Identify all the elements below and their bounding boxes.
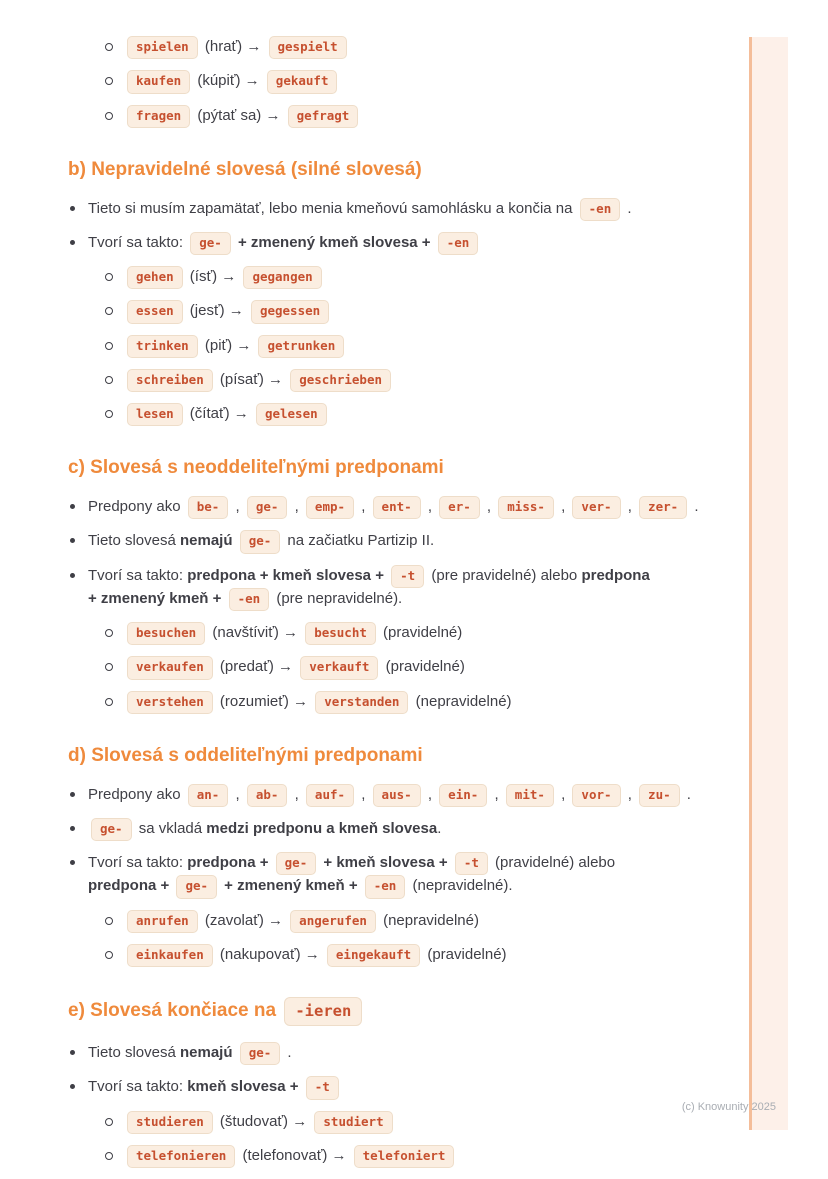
text-segment: Tvorí sa takto:: [88, 233, 188, 251]
code-chip: gespielt: [269, 36, 347, 59]
sub-bullet-item: [105, 266, 728, 289]
hollow-bullet-icon: [105, 307, 113, 315]
text-segment: c) Slovesá s neoddeliteľnými predponami: [68, 457, 444, 479]
code-chip: besucht: [305, 622, 376, 645]
bullet-text: [124, 622, 728, 645]
bullet-text: [124, 335, 728, 358]
sub-bullet-item: [105, 656, 728, 679]
text-segment: (študovať) →: [215, 1112, 312, 1130]
code-chip: ver-: [572, 496, 620, 519]
text-segment: (rozumieť) →: [215, 692, 313, 710]
bullet-text: [88, 496, 728, 519]
bullet-text: [124, 1111, 728, 1134]
bullet-item: [68, 496, 728, 519]
bullet-icon: [70, 573, 75, 578]
text-segment: d) Slovesá s oddeliteľnými predponami: [68, 744, 423, 766]
bullet-icon: [70, 860, 75, 865]
code-chip: emp-: [306, 496, 354, 519]
bullet-text: [88, 1076, 728, 1099]
hollow-bullet-icon: [105, 273, 113, 281]
text-segment: + kmeň slovesa +: [319, 854, 452, 871]
sub-bullet-item: [105, 105, 728, 128]
code-chip: ge-: [240, 1042, 281, 1065]
bullet-text: [88, 852, 728, 899]
text-segment: sa vkladá: [134, 819, 207, 837]
text-segment: predpona +: [187, 854, 273, 871]
code-chip: gekauft: [267, 70, 338, 93]
text-segment: + zmenený kmeň +: [220, 877, 362, 895]
bullet-text: [88, 565, 728, 612]
text-segment: [233, 532, 237, 549]
code-chip: ein-: [439, 784, 487, 807]
bullet-text: [124, 656, 728, 679]
code-chip: ge-: [276, 852, 317, 875]
bullet-text: [88, 530, 728, 553]
text-segment: ,: [556, 498, 570, 515]
code-chip: ab-: [247, 784, 288, 807]
text-segment: Predpony ako: [88, 498, 185, 515]
text-segment: b) Nepravidelné slovesá (silné slovesá): [68, 158, 422, 180]
code-chip: ent-: [373, 496, 421, 519]
code-chip: lesen: [127, 403, 183, 426]
hollow-bullet-icon: [105, 917, 113, 925]
bullet-icon: [70, 504, 75, 509]
text-segment: (nakupovať) →: [215, 945, 324, 963]
bullet-item: [68, 530, 728, 553]
copyright-footer: (c) Knowunity 2025: [681, 1101, 776, 1113]
code-chip: -en: [580, 198, 621, 221]
sub-bullet-item: [105, 335, 728, 358]
hollow-bullet-icon: [105, 1152, 113, 1160]
text-segment: ,: [290, 498, 303, 515]
code-chip: gelesen: [256, 403, 327, 426]
text-segment: nemajú: [180, 1044, 233, 1062]
bullet-text: [124, 105, 728, 128]
bullet-text: [124, 691, 728, 714]
bullet-text: [88, 1042, 728, 1065]
bullet-item: [68, 1076, 728, 1099]
text-segment: + zmenený kmeň slovesa +: [233, 233, 435, 251]
sub-bullet-item: [105, 910, 728, 933]
sub-bullet-item: [105, 369, 728, 392]
sub-bullet-item: [105, 622, 728, 645]
text-segment: (písať) →: [215, 370, 288, 388]
page-edge-stripe: [749, 37, 788, 1130]
text-segment: na začiatku Partizip II.: [283, 532, 435, 550]
text-segment: ,: [290, 785, 303, 803]
text-segment: predpona: [581, 566, 650, 584]
code-chip: verkaufen: [127, 656, 213, 679]
sub-bullet-item: [105, 691, 728, 714]
text-segment: predpona + kmeň slovesa +: [187, 566, 389, 584]
text-segment: ,: [482, 498, 496, 515]
code-chip: essen: [127, 300, 183, 323]
bullet-item: [68, 784, 728, 807]
text-segment: .: [623, 199, 632, 217]
code-chip: -en: [365, 875, 406, 898]
bullet-icon: [70, 240, 75, 245]
code-chip: kaufen: [127, 70, 190, 93]
text-segment: ,: [231, 785, 244, 803]
code-chip: studiert: [314, 1111, 392, 1134]
text-segment: ,: [490, 785, 503, 803]
bullet-item: [68, 1042, 728, 1065]
bullet-icon: [70, 1050, 75, 1055]
code-chip: gefragt: [288, 105, 359, 128]
code-chip: -t: [455, 852, 488, 875]
text-segment: Tvorí sa takto:: [88, 1078, 188, 1096]
code-chip: -t: [391, 565, 424, 588]
bullet-text: [124, 944, 728, 967]
bullet-text: [124, 910, 728, 933]
text-segment: .: [682, 785, 691, 803]
code-chip: zer-: [639, 496, 687, 519]
code-chip: gehen: [127, 266, 183, 289]
text-segment: ,: [623, 498, 637, 515]
hollow-bullet-icon: [105, 1118, 113, 1126]
bullet-item: [68, 565, 728, 612]
bullet-icon: [70, 792, 75, 797]
code-chip: verstehen: [127, 691, 213, 714]
bullet-text: [88, 818, 728, 841]
hollow-bullet-icon: [105, 951, 113, 959]
code-chip: er-: [439, 496, 480, 519]
sub-bullet-item: [105, 403, 728, 426]
text-segment: (navštíviť) →: [208, 624, 303, 641]
section-heading: [68, 456, 728, 480]
text-segment: Tieto slovesá: [88, 532, 180, 550]
code-chip: trinken: [127, 335, 198, 358]
text-segment: nemajú: [180, 532, 233, 550]
code-chip: einkaufen: [127, 944, 213, 967]
text-segment: kmeň slovesa +: [187, 1078, 303, 1096]
text-segment: ,: [556, 785, 570, 803]
code-chip: telefoniert: [354, 1145, 455, 1168]
bullet-item: [68, 232, 728, 255]
text-segment: e) Slovesá končiace na: [68, 1000, 282, 1021]
text-segment: ,: [423, 785, 437, 803]
hollow-bullet-icon: [105, 663, 113, 671]
text-segment: Tieto slovesá: [88, 1044, 180, 1062]
bullet-icon: [70, 1084, 75, 1089]
section-heading: [68, 997, 728, 1026]
text-segment: (pre pravidelné) alebo: [427, 566, 582, 584]
text-segment: .: [437, 819, 442, 837]
bullet-icon: [70, 538, 75, 543]
document-content: [68, 36, 728, 1179]
code-chip: verkauft: [300, 656, 378, 679]
text-segment: predpona +: [88, 877, 174, 895]
code-chip: -en: [438, 232, 479, 255]
bullet-text: [124, 70, 728, 93]
code-chip: miss-: [498, 496, 554, 519]
text-segment: (kúpiť) →: [193, 72, 264, 90]
text-segment: + zmenený kmeň +: [88, 589, 226, 607]
hollow-bullet-icon: [105, 112, 113, 120]
code-chip: telefonieren: [127, 1145, 235, 1168]
text-segment: (pravidelné) alebo: [490, 854, 616, 871]
code-chip: mit-: [506, 784, 554, 807]
code-chip: be-: [188, 496, 229, 519]
text-segment: ,: [357, 498, 370, 515]
bullet-text: [124, 36, 728, 59]
text-segment: .: [690, 498, 699, 515]
text-segment: (predať) →: [215, 658, 298, 676]
code-chip: eingekauft: [327, 944, 420, 967]
text-segment: (pravidelné): [378, 624, 463, 641]
code-chip: anrufen: [127, 910, 198, 933]
hollow-bullet-icon: [105, 376, 113, 384]
text-segment: ,: [357, 785, 370, 803]
section-heading: [68, 744, 728, 768]
code-chip: ge-: [190, 232, 231, 255]
text-segment: (pravidelné): [423, 945, 507, 963]
text-segment: (zavolať) →: [200, 911, 288, 929]
code-chip: spielen: [127, 36, 198, 59]
code-chip: schreiben: [127, 369, 213, 392]
bullet-text: [88, 784, 728, 807]
code-chip: zu-: [639, 784, 680, 807]
code-chip: gegangen: [243, 266, 321, 289]
sub-bullet-item: [105, 300, 728, 323]
code-chip: fragen: [127, 105, 190, 128]
text-segment: Tvorí sa takto:: [88, 566, 188, 584]
hollow-bullet-icon: [105, 629, 113, 637]
bullet-text: [88, 232, 728, 255]
bullet-text: [124, 1145, 728, 1168]
code-chip: -ieren: [284, 997, 362, 1026]
code-chip: ge-: [176, 875, 217, 898]
sub-bullet-item: [105, 1111, 728, 1134]
bullet-text: [88, 198, 728, 221]
text-segment: (jesť) →: [185, 302, 248, 320]
code-chip: besuchen: [127, 622, 205, 645]
text-segment: .: [283, 1044, 292, 1062]
code-chip: verstanden: [315, 691, 408, 714]
bullet-text: [124, 369, 728, 392]
text-segment: (nepravidelné).: [408, 877, 513, 895]
code-chip: an-: [188, 784, 229, 807]
text-segment: ,: [231, 498, 244, 515]
text-segment: (pre nepravidelné).: [272, 589, 403, 607]
bullet-text: [124, 300, 728, 323]
code-chip: -t: [306, 1076, 339, 1099]
text-segment: (telefonovať) →: [238, 1146, 351, 1164]
bullet-item: [68, 852, 728, 899]
code-chip: angerufen: [290, 910, 376, 933]
bullet-item: [68, 198, 728, 221]
code-chip: gegessen: [251, 300, 329, 323]
text-segment: ,: [423, 498, 437, 515]
text-segment: (nepravidelné): [378, 911, 479, 929]
code-chip: ge-: [247, 496, 288, 519]
sub-bullet-item: [105, 70, 728, 93]
text-segment: (pýtať sa) →: [193, 106, 285, 124]
text-segment: (piť) →: [200, 336, 256, 354]
hollow-bullet-icon: [105, 342, 113, 350]
code-chip: aus-: [373, 784, 421, 807]
code-chip: studieren: [127, 1111, 213, 1134]
code-chip: getrunken: [258, 335, 344, 358]
code-chip: vor-: [572, 784, 620, 807]
text-segment: ,: [623, 785, 637, 803]
bullet-icon: [70, 206, 75, 211]
hollow-bullet-icon: [105, 43, 113, 51]
code-chip: ge-: [91, 818, 132, 841]
sub-bullet-item: [105, 944, 728, 967]
text-segment: [233, 1044, 237, 1061]
bullet-text: [124, 266, 728, 289]
code-chip: -en: [229, 588, 270, 611]
hollow-bullet-icon: [105, 698, 113, 706]
bullet-icon: [70, 826, 75, 831]
text-segment: (ísť) →: [185, 268, 241, 285]
sub-bullet-item: [105, 36, 728, 59]
code-chip: auf-: [306, 784, 354, 807]
text-segment: medzi predponu a kmeň slovesa: [206, 819, 438, 837]
text-segment: Tieto si musím zapamätať, lebo menia kmeňovú samohlásku a končia na: [88, 199, 577, 217]
text-segment: (hrať) →: [200, 38, 266, 55]
text-segment: Predpony ako: [88, 785, 185, 803]
text-segment: (pravidelné): [381, 658, 465, 676]
hollow-bullet-icon: [105, 77, 113, 85]
sub-bullet-item: [105, 1145, 728, 1168]
hollow-bullet-icon: [105, 410, 113, 418]
text-segment: (nepravidelné): [411, 692, 512, 710]
text-segment: (čítať) →: [185, 405, 253, 422]
section-heading: [68, 158, 728, 182]
code-chip: ge-: [240, 530, 281, 553]
text-segment: Tvorí sa takto:: [88, 854, 188, 871]
bullet-text: [124, 403, 728, 426]
bullet-item: [68, 818, 728, 841]
code-chip: geschrieben: [290, 369, 391, 392]
